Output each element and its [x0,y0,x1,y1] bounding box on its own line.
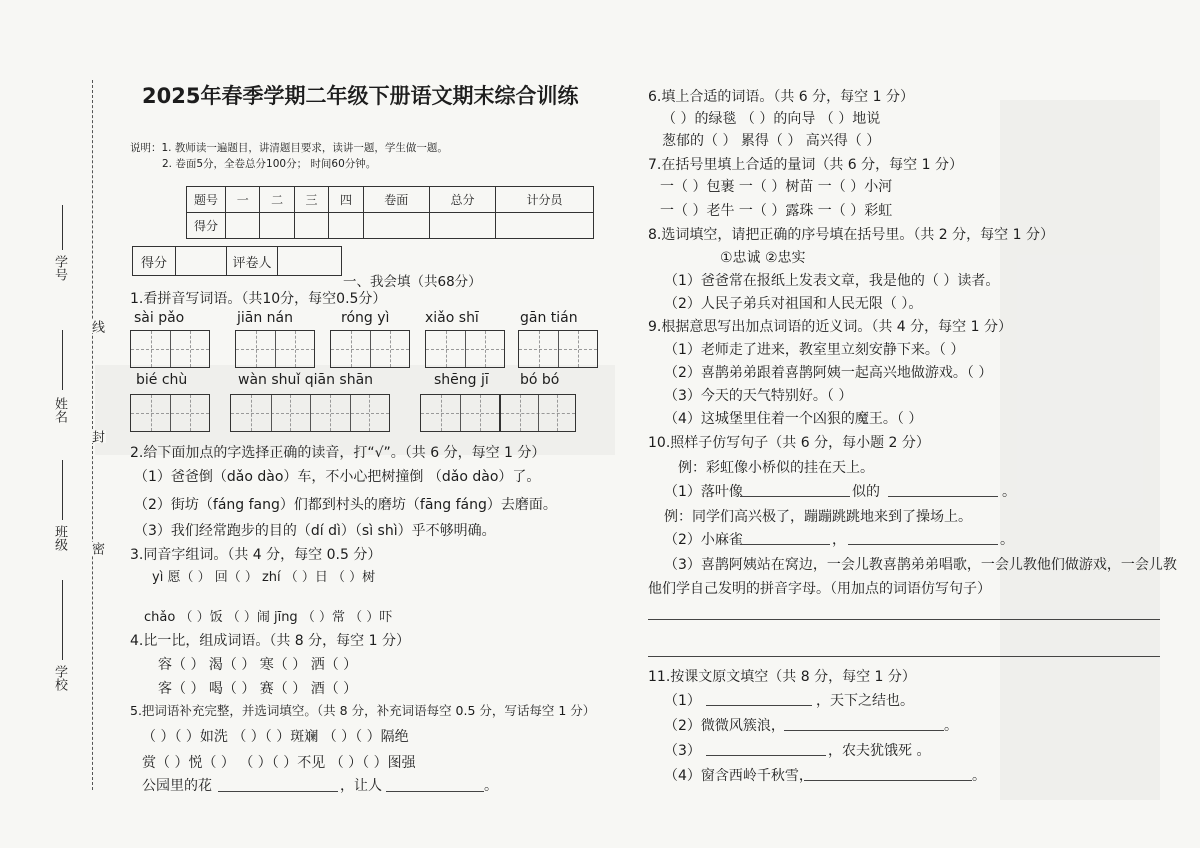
answer-blank[interactable] [740,544,830,545]
pinyin-label: jiān nán [237,310,294,326]
grader-score-label: 得分 [133,247,176,276]
q6-title: 6.填上合适的词语。（共 6 分，每空 1 分） [648,89,914,105]
q5-title: 5.把词语补充完整，并选词填空。（共 8 分，补充词语每空 0.5 分，写话每空 1 分） [130,703,596,718]
q5-line-2: 赏（ ）悦（ ） （ ）（ ）不见 （ ）（ ）图强 [142,755,416,771]
q11-item-4b: 。 [972,768,986,784]
answer-blank[interactable] [888,496,998,497]
grader-box [132,246,342,276]
q10-item-1b: 似的 [852,484,880,500]
q10-item-2b: ， [832,532,846,548]
answer-blank[interactable] [784,730,944,731]
seal-char-3: 密 [89,542,104,555]
q2-item-1: （1）爸爸倒（dǎo dào）车，不小心把树撞倒 （dǎo dào）了。 [134,469,541,485]
pinyin-label: wàn shuǐ qiān shān [238,372,374,388]
score-input-cell[interactable] [363,213,429,239]
answer-blank[interactable] [386,791,484,792]
writing-grid[interactable] [130,330,210,368]
q4-line-1: 容（ ） 渴（ ） 寒（ ） 洒（ ） [158,657,358,673]
pinyin-label: bó bó [520,372,560,388]
q11-item-4a: （4）窗含西岭千秋雪， [664,768,813,784]
score-table-score-row [187,213,594,239]
score-input-cell[interactable] [294,213,328,239]
class-underline [62,460,63,520]
page-title: 2025年春季学期二年级下册语文期末综合训练 [142,84,579,108]
q11-item-1b: ，天下之结也。 [816,693,914,709]
q8-title: 8.选词填空，请把正确的序号填在括号里。（共 2 分，每空 1 分） [648,227,1054,243]
q1-title: 1.看拼音写词语。（共10分，每空0.5分） [130,291,387,307]
q11-item-2a: （2）微微风簇浪， [664,718,785,734]
score-table-cell: 三 [294,187,328,213]
q9-item-2: （2）喜鹊弟弟跟着喜鹊阿姨一起高兴地做游戏。（ ） [664,365,993,381]
q4-title: 4.比一比，组成词语。（共 8 分，每空 1 分） [130,633,410,649]
scan-shade-right [1000,100,1160,800]
grader-score-input[interactable] [176,247,227,276]
q8-item-2: （2）人民子弟兵对祖国和人民无限（ ）。 [664,296,923,312]
q10-item-3-line-2: 他们学自己发明的拼音字母。（用加点的词语仿写句子） [648,581,991,597]
pinyin-label: xiǎo shī [425,310,479,326]
score-table-header-row [187,187,594,213]
writing-grid[interactable] [420,394,500,432]
q3-title: 3.同音字组词。（共 4 分，每空 0.5 分） [130,547,382,563]
q11-item-2b: 。 [944,718,958,734]
q5-line-3a: 公园里的花 [142,778,212,794]
answer-blank[interactable] [848,544,998,545]
score-input-cell[interactable] [429,213,495,239]
q11-title: 11.按课文原文填空（共 8 分，每空 1 分） [648,669,916,685]
q7-line-2: 一（ ）老牛 一（ ）露珠 一（ ）彩虹 [660,203,893,219]
q10-item-2c: 。 [1000,532,1014,548]
writing-grid[interactable] [425,330,505,368]
score-input-cell[interactable] [226,213,260,239]
q10-item-1a: （1）落叶像 [664,484,743,500]
score-table-cell: 得分 [187,213,226,239]
score-table-cell: 卷面 [363,187,429,213]
answer-blank[interactable] [218,791,338,792]
q9-item-3: （3）今天的天气特别好。（ ） [664,388,853,404]
score-table [186,186,594,239]
q9-title: 9.根据意思写出加点词语的近义词。（共 4 分，每空 1 分） [648,319,1012,335]
score-table-cell: 计分员 [496,187,594,213]
writing-grid[interactable] [500,394,576,432]
q11-item-3a: （3） [664,743,701,759]
pinyin-label: shēng jī [434,372,489,388]
writing-grid[interactable] [518,330,598,368]
pinyin-label: gān tián [520,310,578,326]
q10-item-3-line-1: （3）喜鹊阿姨站在窝边，一会儿教喜鹊弟弟唱歌，一会儿教他们做游戏，一会儿教 [664,557,1177,573]
name-label: 姓名 [52,397,67,423]
score-input-cell[interactable] [260,213,294,239]
q10-example-2: 例：同学们高兴极了，蹦蹦跳跳地来到了操场上。 [664,509,972,525]
pinyin-label: sài pǎo [134,310,185,326]
q5-line-3c: 。 [484,778,498,794]
answer-blank[interactable] [706,705,812,706]
q8-options: ①忠诚 ②忠实 [720,250,806,266]
instructions-line-1: 说明：1. 教师读一遍题目，讲清题目要求，读讲一题，学生做一题。 [130,142,448,154]
q2-title: 2.给下面加点的字选择正确的读音，打“√”。（共 6 分，每空 1 分） [130,445,546,461]
instructions-line-2: 2. 卷面5分，全卷总分100分； 时间60分钟。 [162,158,377,170]
q7-title: 7.在括号里填上合适的量词（共 6 分，每空 1 分） [648,157,963,173]
q11-item-3b: ，农夫犹饿死 。 [828,743,931,759]
q9-item-4: （4）这城堡里住着一个凶狠的魔王。（ ） [664,411,923,427]
q5-line-3b: ，让人 [340,778,382,794]
score-input-cell[interactable] [329,213,363,239]
q4-line-2: 客（ ） 喝（ ） 赛（ ） 酒（ ） [158,681,358,697]
q10-example-1: 例：彩虹像小桥似的挂在天上。 [678,460,874,476]
q9-item-1: （1）老师走了进来，教室里立刻安静下来。（ ） [664,342,965,358]
q7-line-1: 一（ ）包裹 一（ ）树苗 一（ ）小河 [660,179,893,195]
writing-grid[interactable] [130,394,210,432]
answer-line[interactable] [648,619,1160,620]
q8-item-1: （1）爸爸常在报纸上发表文章，我是他的（ ）读者。 [664,273,1000,289]
section-1-heading: 一、我会填（共68分） [343,274,482,290]
q10-item-2a: （2）小麻雀 [664,532,743,548]
q3-line-1: yì 愿（ ） 回（ ） zhí （ ）日 （ ）树 [152,570,376,585]
school-label: 学校 [52,665,67,691]
name-underline [62,330,63,390]
q3-line-2: chǎo （ ）饭 （ ）闹 jīng （ ）常 （ ）吓 [144,610,393,625]
seal-char-2: 封 [89,430,104,443]
score-input-cell[interactable] [496,213,594,239]
answer-blank[interactable] [740,496,850,497]
q11-item-1a: （1） [664,693,701,709]
score-table-cell: 二 [260,187,294,213]
score-table-cell: 四 [329,187,363,213]
answer-blank[interactable] [706,755,826,756]
pinyin-label: róng yì [341,310,390,326]
q10-item-1c: 。 [1002,484,1016,500]
student-no-underline [62,205,63,250]
score-table-cell: 一 [226,187,260,213]
school-underline [62,580,63,660]
q10-title: 10.照样子仿写句子（共 6 分，每小题 2 分） [648,435,930,451]
writing-grid[interactable] [330,330,410,368]
seal-char-1: 线 [89,320,104,333]
pinyin-label: bié chù [136,372,188,388]
student-no-label: 学号 [52,255,67,281]
writing-grid[interactable] [230,394,390,432]
score-table-cell: 总分 [429,187,495,213]
q2-item-3: （3）我们经常跑步的目的（dí dì）（sì shì）乎不够明确。 [134,523,496,539]
q6-line-1: （ ）的绿毯 （ ）的向导 （ ）地说 [662,111,881,127]
class-label: 班级 [52,525,67,551]
q6-line-2: 葱郁的（ ） 累得（ ） 高兴得（ ） [662,133,881,149]
writing-grid[interactable] [235,330,315,368]
grader-label: 评卷人 [227,247,278,276]
answer-line[interactable] [648,656,1160,657]
q5-line-1: （ ）（ ）如洗 （ ）（ ）斑斓 （ ）（ ）隔绝 [142,729,409,745]
answer-blank[interactable] [804,780,972,781]
score-table-cell: 题号 [187,187,226,213]
grader-input[interactable] [278,247,342,276]
q2-item-2: （2）街坊（fáng fang）们都到村头的磨坊（fāng fáng）去磨面。 [134,497,557,513]
